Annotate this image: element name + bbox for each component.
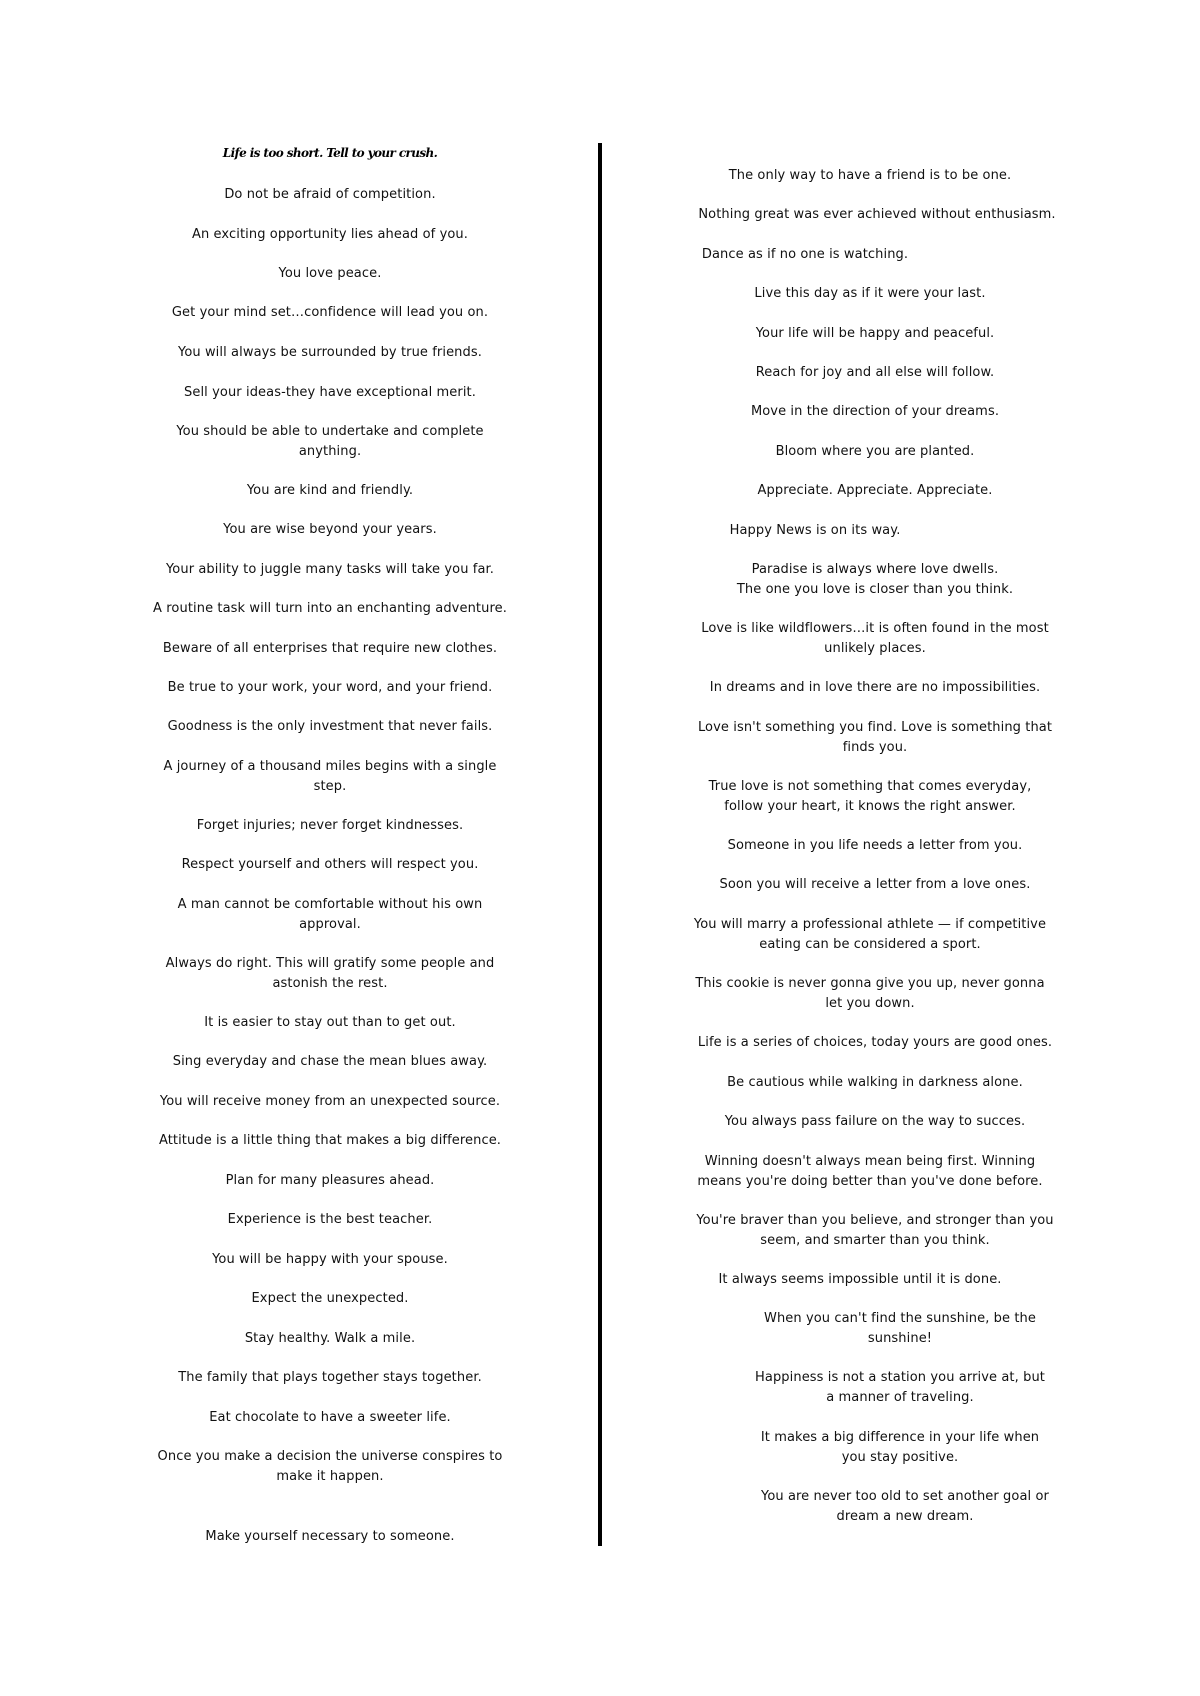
- fortune-line: You are wise beyond your years.: [223, 522, 437, 537]
- fortune-line: Winning doesn't always mean being first. Winning means you're doing better than you've done before.: [697, 1154, 1043, 1189]
- fortune-line: Do not be afraid of competition.: [224, 187, 436, 202]
- fortune-line: Stay healthy. Walk a mile.: [244, 1331, 416, 1346]
- fortune-line: Love isn't something you find. Love is something that finds you.: [697, 720, 1053, 755]
- fortune-line: Be true to your work, your word, and your friend.: [167, 680, 493, 695]
- fortune-line: Live this day as if it were your last.: [754, 286, 986, 301]
- fortune-line: Love is like wildflowers…it is often found in the most unlikely places.: [701, 621, 1049, 656]
- fortune-line: Forget injuries; never forget kindnesses.: [196, 818, 464, 833]
- fortune-line: Make yourself necessary to someone.: [205, 1529, 455, 1544]
- document-title: Life is too short. Tell to your crush.: [222, 146, 438, 160]
- fortune-line: A routine task will turn into an enchanting adventure.: [153, 601, 507, 616]
- fortune-line: You will be happy with your spouse.: [212, 1252, 448, 1267]
- fortune-line: You are never too old to set another goal or dream a new dream.: [761, 1489, 1049, 1524]
- fortune-line: Attitude is a little thing that makes a big difference.: [158, 1133, 502, 1148]
- fortune-line: Beware of all enterprises that require new clothes.: [162, 641, 498, 656]
- fortune-line: Happiness is not a station you arrive at, but a manner of traveling.: [755, 1370, 1045, 1405]
- fortune-line: Sing everyday and chase the mean blues away.: [172, 1054, 488, 1069]
- fortune-line: Goodness is the only investment that never fails.: [167, 719, 493, 734]
- fortune-line: Happy News is on its way.: [729, 523, 901, 538]
- fortune-line: When you can't find the sunshine, be the sunshine!: [763, 1311, 1036, 1346]
- fortune-line: Be cautious while walking in darkness alone.: [727, 1075, 1023, 1090]
- fortune-line: You should be able to undertake and complete anything.: [176, 424, 484, 459]
- fortune-line: Experience is the best teacher.: [227, 1212, 433, 1227]
- fortune-line: You're braver than you believe, and stronger than you seem, and smarter than you think.: [696, 1213, 1054, 1248]
- fortune-line: The only way to have a friend is to be one.: [728, 168, 1012, 183]
- fortune-line: True love is not something that comes everyday, follow your heart, it knows the right answer.: [708, 779, 1032, 814]
- fortune-line: Expect the unexpected.: [251, 1291, 409, 1306]
- fortune-line: The family that plays together stays together.: [178, 1370, 482, 1385]
- fortune-line: It is easier to stay out than to get out.: [204, 1015, 456, 1030]
- fortune-line: You are kind and friendly.: [246, 483, 414, 498]
- fortune-line: Reach for joy and all else will follow.: [755, 365, 995, 380]
- fortune-line: Soon you will receive a letter from a love ones.: [719, 877, 1031, 892]
- fortune-line: Your ability to juggle many tasks will take you far.: [165, 562, 494, 577]
- fortune-line: It always seems impossible until it is done.: [718, 1272, 1002, 1287]
- fortune-line: Once you make a decision the universe conspires to make it happen.: [157, 1449, 503, 1484]
- fortune-line: You will receive money from an unexpected source.: [159, 1094, 501, 1109]
- column-divider: [598, 143, 602, 1546]
- fortune-line: Someone in you life needs a letter from you.: [727, 838, 1023, 853]
- fortune-line: Get your mind set…confidence will lead you on.: [171, 305, 489, 320]
- fortune-line: It makes a big difference in your life when you stay positive.: [760, 1430, 1040, 1465]
- fortune-line: You will always be surrounded by true friends.: [178, 345, 482, 360]
- fortune-line: Life is a series of choices, today yours are good ones.: [697, 1035, 1053, 1050]
- fortune-line: An exciting opportunity lies ahead of you.: [191, 227, 469, 242]
- fortune-line: Paradise is always where love dwells. The one you love is closer than you think.: [736, 562, 1014, 597]
- fortune-line: You always pass failure on the way to succes.: [724, 1114, 1026, 1129]
- fortune-line: You will marry a professional athlete — if competitive eating can be considered a sport.: [693, 917, 1047, 952]
- fortune-line: Dance as if no one is watching.: [701, 247, 909, 262]
- fortune-line: Your life will be happy and peaceful.: [755, 326, 995, 341]
- fortune-line: Always do right. This will gratify some people and astonish the rest.: [165, 956, 495, 991]
- fortune-line: You love peace.: [278, 266, 382, 281]
- fortune-line: Move in the direction of your dreams.: [750, 404, 1000, 419]
- fortune-line: Plan for many pleasures ahead.: [225, 1173, 435, 1188]
- fortune-line: Appreciate. Appreciate. Appreciate.: [757, 483, 993, 498]
- fortune-line: Eat chocolate to have a sweeter life.: [209, 1410, 451, 1425]
- fortune-line: Sell your ideas-they have exceptional merit.: [184, 385, 476, 400]
- fortune-line: Nothing great was ever achieved without enthusiasm.: [698, 207, 1056, 222]
- fortune-line: In dreams and in love there are no impossibilities.: [709, 680, 1041, 695]
- fortune-line: This cookie is never gonna give you up, never gonna let you down.: [695, 976, 1045, 1011]
- fortune-line: Bloom where you are planted.: [775, 444, 975, 459]
- fortune-line: Respect yourself and others will respect you.: [181, 857, 479, 872]
- fortune-line: A man cannot be comfortable without his own approval.: [177, 897, 483, 932]
- fortune-line: A journey of a thousand miles begins with a single step.: [163, 759, 497, 794]
